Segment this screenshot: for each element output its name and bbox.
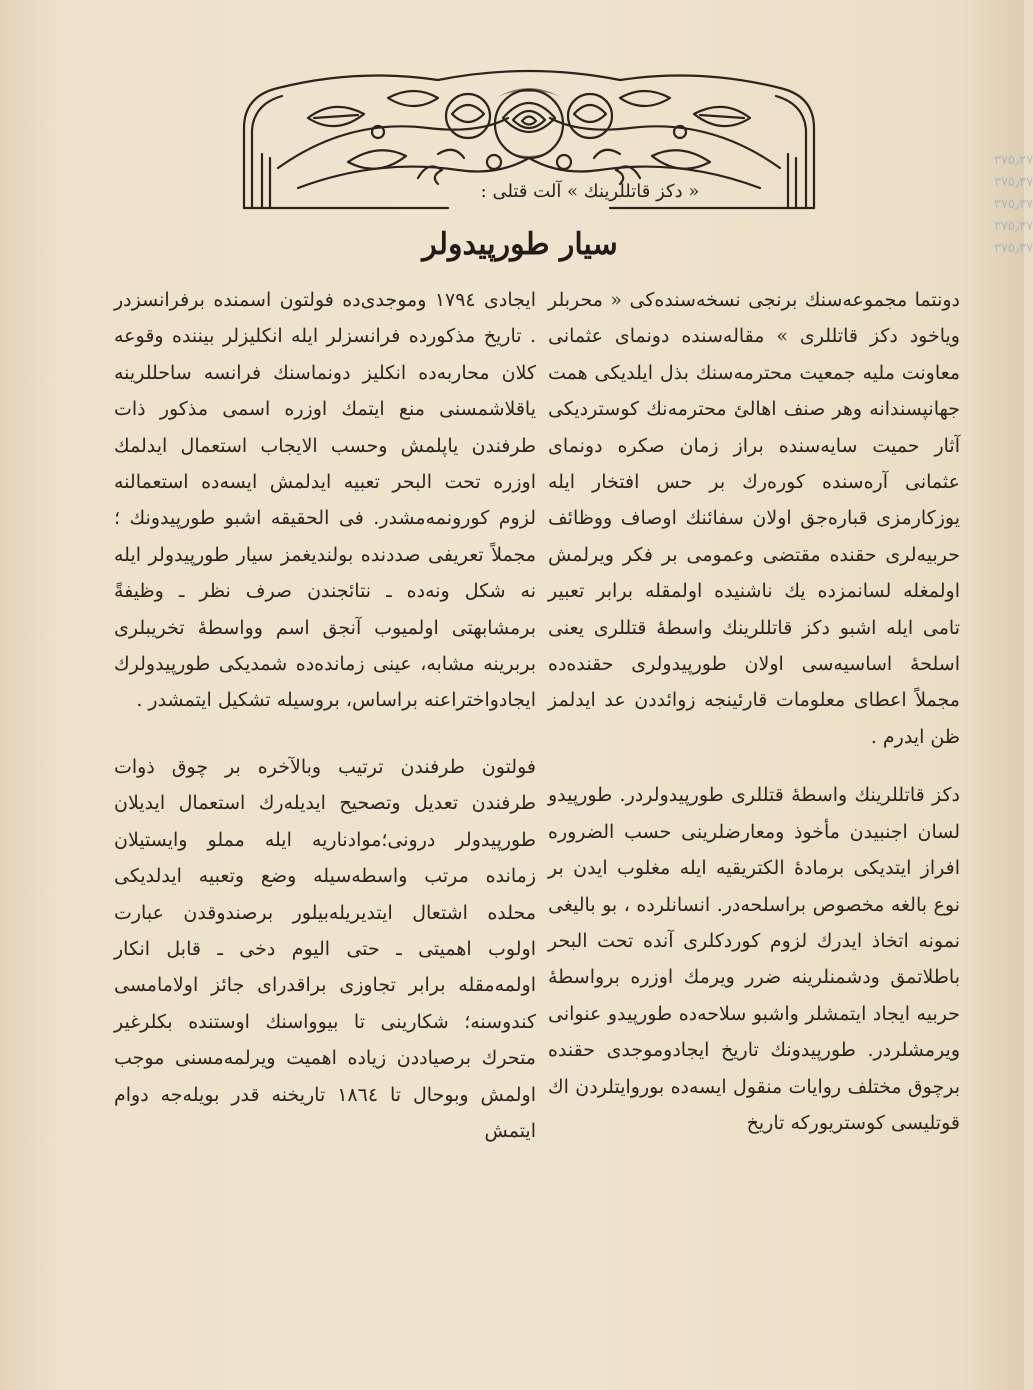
bleed-line: ۳۷۵٫۳۷ [994,197,1033,212]
paragraph: دونتما مجموعه‌سنك برنجی نسخه‌سنده‌كی « محربلر وياخود دکز قاتللری » مقاله‌سنده دونمای عثمانی معاونت مليه جمعيت محترمه‌سنك بذل ايلديكی همت جهانپسندانه وهر صنف اهالئ محترمه‌نك كوستردیكی آثار حميت سايه‌سنده براز زمان صكره دونمای عثمانی آره‌سنده كوره‌رك بر حس افتخار ايله يوزكارمزی قباره‌جق اولان سفائنك اوصاف ووظائف حربيه‌لری حقنده مقتضی وعمومی بر فكر ويرلمش اولمغله لسانمزده يك ناشنيده اولمقله برابر تعبير تامی ايله اشبو دكز قاتللرينك واسطهٔ قتللری يعنی اسلحهٔ اساسيه‌سی اولان طورپيدولری حقنده‌ده مجملاً اعطای معلومات قارئينجه زوائددن عد ايدلمز ظن ايدرم . [548,289,960,748]
bleed-line: ۳۷۵٫۲۷ [994,153,1033,168]
text-column-left [114,282,536,1149]
bleed-line: ۳۷۵٫۳۷ [994,175,1033,190]
paragraph: دكز قاتللرينك واسطهٔ قتللری طورپيدولردر. طورپيدو لسان اجنبيدن مأخوذ ومعارضلرينی حسب الضروره افراز ايتديكی برمادهٔ الكتريقيه ايله مغلوب ايدن بر نوع بالغه مخصوص براسلحه‌در. انسانلرده ، بو بالیغی نمونه اتخاذ ايدرك لزوم كوردكلری آنده تحت البحر باطلاتمق ودشمنلرينه ضرر ويرمك اوزره برواسطهٔ حربيه ايجاد ايتمشلر واشبو سلاحه‌ده طورپيدو عنوانی ويرمشلردر. طورپيدونك تاريخ ايجادوموجدی حقنده برچوق مختلف روايات منقول ايسه‌ده بوروايتلردن اك قوتليسی كوستريوركه تاريخ [548,784,960,1134]
bleed-through-text [994,150,1033,280]
paragraph: فولتون طرفندن ترتيب وبالآخره بر چوق ذوات طرفندن تعديل وتصحيح ايديله‌رك استعمال ايديلان طورپيدولر درونی؛موادناريه ايله مملو وايستيلان زمانده مرتب واسطه‌سيله وضع وتعبيه ايدلديكی محلده اشتعال ايتديريله‌بيلور برصندوقدن عبارت اولوب اهميتی ـ حتی اليوم دخی ـ قابل انكار اولمه‌مقله برابر تجاوزی براقدرای جائز اولامامسی كندوسنه؛ شكارينی تا بيوواسنك اوستنده بكلرغير متحرك برصياددن زياده اهميت ويرلمه‌مسنی موجب اولمش وبوحال تا ١٨٦٤ تاريخنه قدر بويله‌جه دوام ايتمش [114,755,537,1142]
article-title: سیار طورپیدولر [422,227,618,262]
bleed-line: ۳۷۵٫۳۷ [994,219,1033,234]
section-caption: « دکز قاتللرینك » آلت قتلی : [480,181,700,202]
bleed-line: ۳۷۵٫۳۷ [994,241,1033,256]
text-column-right [548,282,960,1141]
paragraph: ايجادی ١٧٩٤ وموجدی‌ده فولتون اسمنده برفرانسزدر . تاريخ مذكورده فرانسزلر ايله انكليزلر بيننده وقوعه كلان محاربه‌ده انكليز دونماسنك فرانسه ساحللرينه ياقلاشمسنی منع ايتمك اوزره اسمی مذكور ذات طرفندن ياپلمش وحسب الايجاب استعمال ايدلمك اوزره تحت البحر تعبيه ايدلمش ايسه‌ده استعمالنه لزوم كورونمه‌مشدر. فی الحقيقه اشبو طورپيدونك ؛ مجملاً تعريفی صددنده بولنديغمز سيار طورپيدولر ايله نه شكل ونه‌ده ـ نتائجندن صرف نظر ـ وظيفةً برمشابهتی اولميوب آنجق اسم وواسطهٔ تخريبلری بربرينه مشابه، عينی زمانده‌ده شمديكی طورپيدولرك ايجادواختراعنه براساس، بروسيله تشكيل ايتمشدر . [114,289,536,712]
